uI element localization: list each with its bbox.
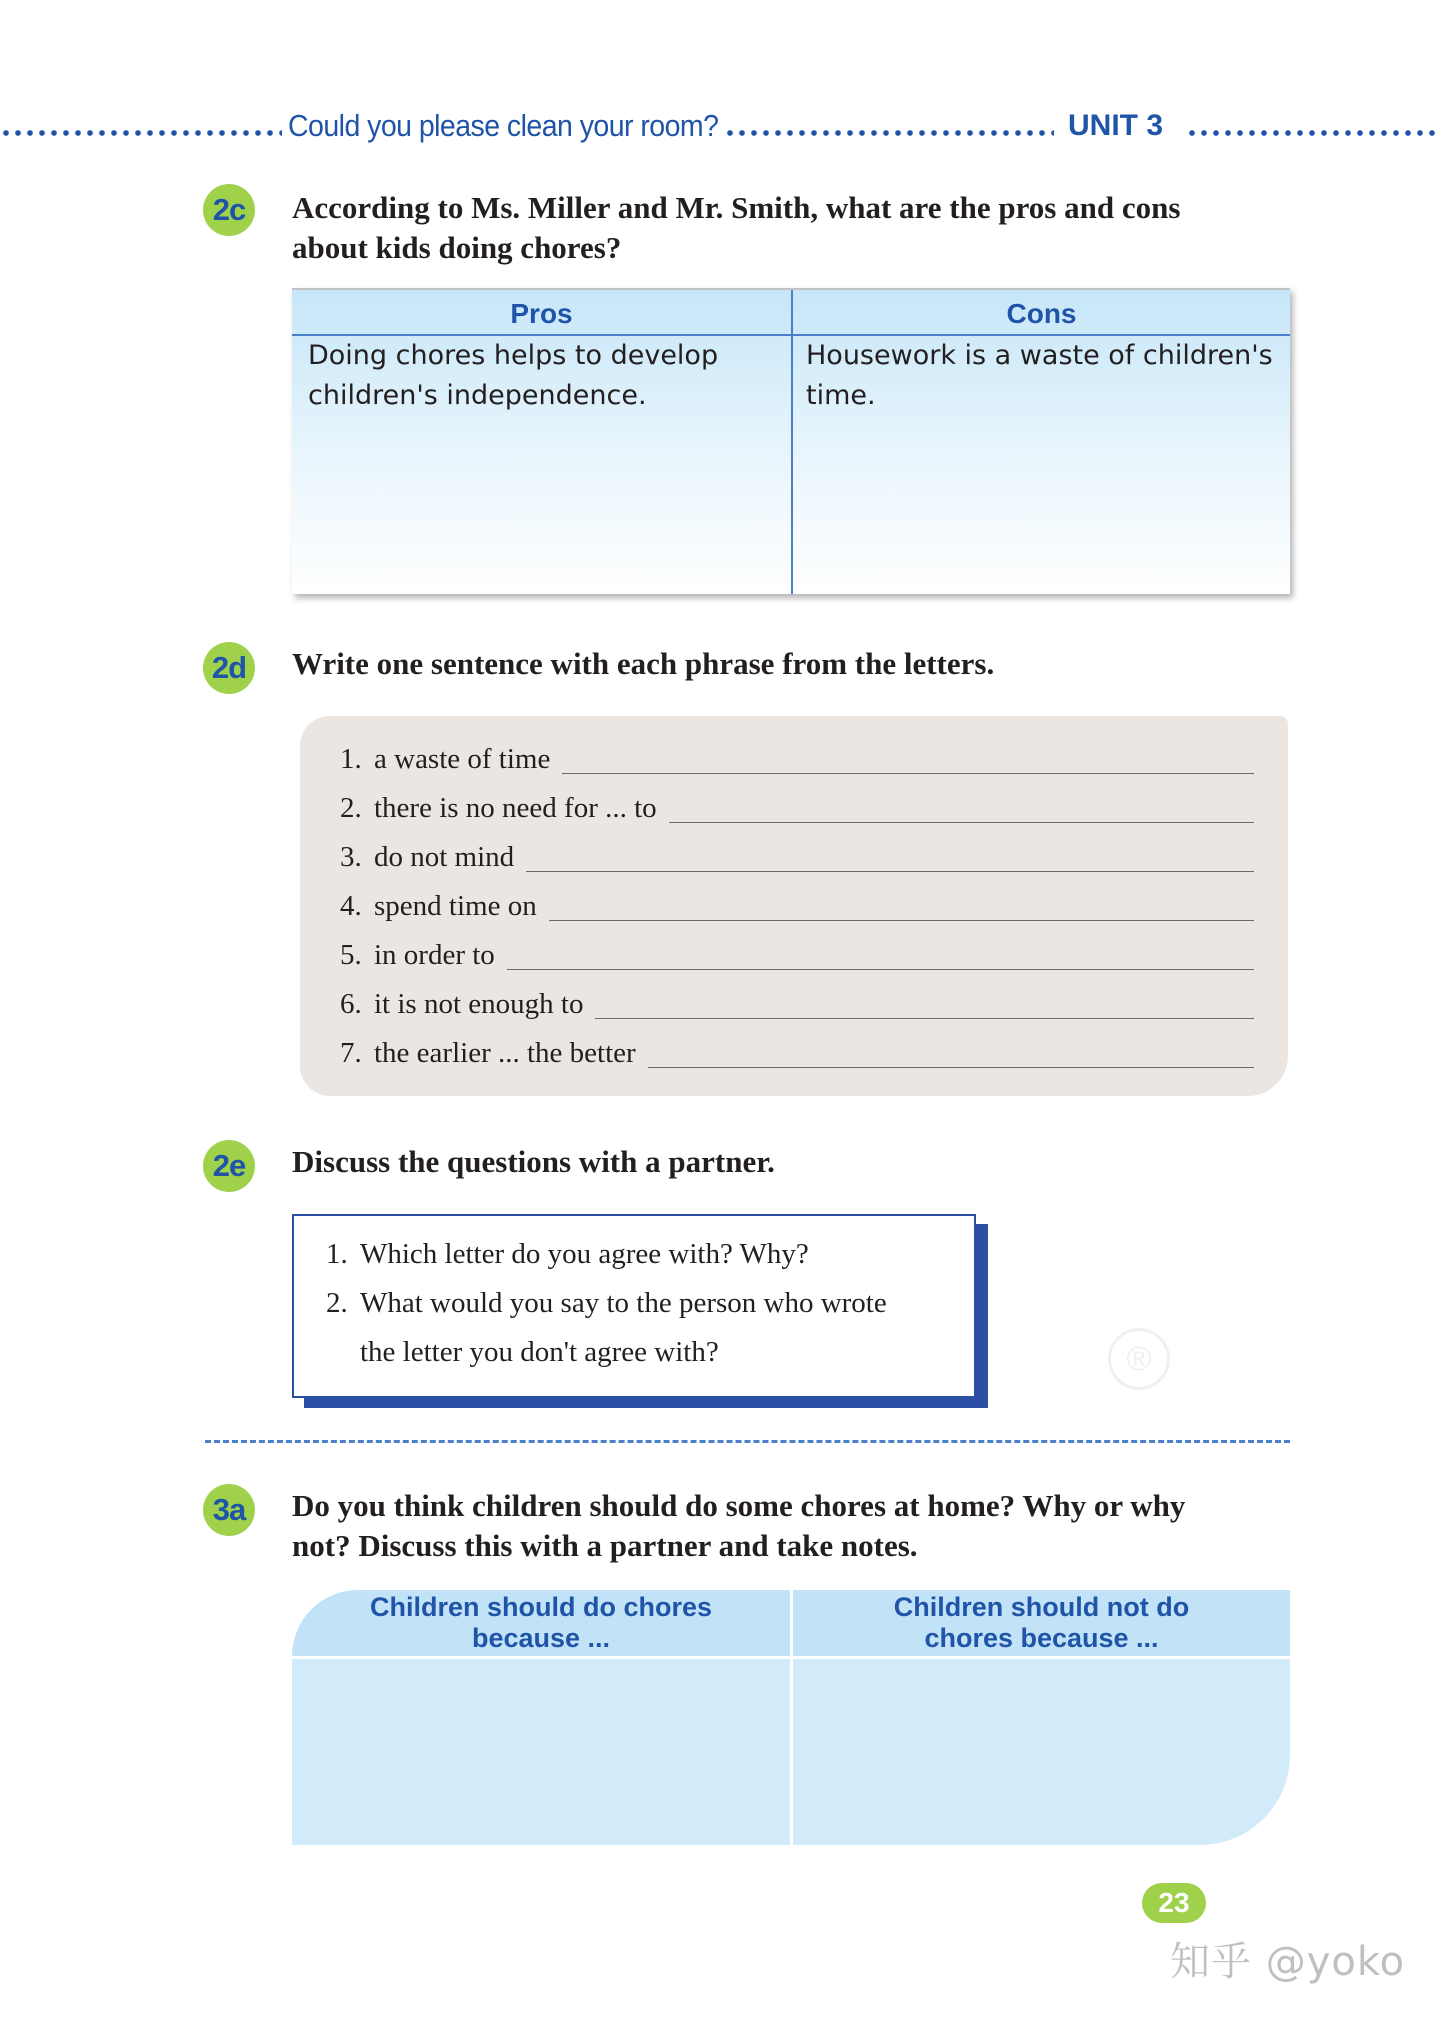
phrase-row xyxy=(340,932,1254,972)
phrase-row xyxy=(340,1030,1254,1070)
phrase-text: in order to xyxy=(374,939,495,971)
answer-line[interactable] xyxy=(526,871,1254,872)
column-header-should-not-line1: Children should not do xyxy=(893,1592,1190,1622)
phrase-row xyxy=(340,785,1254,825)
pros-cons-table xyxy=(292,288,1290,594)
phrase-number: 6. xyxy=(340,988,362,1020)
question-number: 2. xyxy=(326,1287,348,1319)
page-header xyxy=(0,108,1446,164)
section-badge-3a: 3a xyxy=(203,1484,255,1536)
table-column-divider xyxy=(791,290,793,594)
instruction-2d: Write one sentence with each phrase from the letters. xyxy=(292,646,995,681)
cons-answer[interactable] xyxy=(806,336,1273,416)
instruction-2e: Discuss the questions with a partner. xyxy=(292,1144,775,1179)
notes-table xyxy=(292,1590,1290,1845)
phrase-text: the earlier ... the better xyxy=(374,1037,636,1069)
phrase-text: spend time on xyxy=(374,890,537,922)
question-2-line2: the letter you don't agree with? xyxy=(360,1336,719,1368)
phrase-row xyxy=(340,736,1254,776)
phrase-number: 2. xyxy=(340,792,362,824)
phrase-row xyxy=(340,834,1254,874)
answer-line[interactable] xyxy=(595,1018,1254,1019)
instruction-2c xyxy=(292,188,1180,268)
answer-line[interactable] xyxy=(562,773,1254,774)
notes-cell-should-not[interactable] xyxy=(793,1659,1290,1845)
header-dots-right xyxy=(1186,128,1436,138)
section-badge-2d: 2d xyxy=(203,642,255,694)
cons-answer-line2: time. xyxy=(806,380,876,411)
phrase-text: a waste of time xyxy=(374,743,551,775)
section-badge-2c: 2c xyxy=(203,184,255,236)
page-number: 23 xyxy=(1142,1883,1206,1923)
instruction-3a-line2: not? Discuss this with a partner and take notes. xyxy=(292,1528,918,1563)
question-2-line1: What would you say to the person who wrote xyxy=(360,1287,887,1319)
column-header-should-not xyxy=(793,1592,1290,1654)
discussion-questions-box xyxy=(292,1214,976,1398)
pros-answer[interactable] xyxy=(308,336,718,416)
answer-line[interactable] xyxy=(507,969,1254,970)
phrase-text: it is not enough to xyxy=(374,988,584,1020)
phrase-number: 5. xyxy=(340,939,362,971)
phrase-row xyxy=(340,981,1254,1021)
answer-line[interactable] xyxy=(549,920,1254,921)
column-header-should-not-line2: chores because ... xyxy=(924,1623,1159,1653)
pros-answer-line1: Doing chores helps to develop xyxy=(308,340,719,371)
question-number: 1. xyxy=(326,1238,348,1270)
unit-label: UNIT 3 xyxy=(1068,109,1164,142)
pros-answer-line2: children's independence. xyxy=(308,380,647,411)
column-header-should-line2: because ... xyxy=(471,1623,611,1653)
phrase-number: 4. xyxy=(340,890,362,922)
registered-mark: ® xyxy=(1108,1328,1170,1390)
column-header-should xyxy=(292,1592,790,1654)
phrase-text: do not mind xyxy=(374,841,515,873)
cons-header: Cons xyxy=(1006,298,1077,329)
header-dots-middle xyxy=(724,128,1054,138)
pros-header: Pros xyxy=(510,298,573,329)
notes-cell-should[interactable] xyxy=(292,1659,790,1845)
instruction-2c-line1: According to Ms. Miller and Mr. Smith, what are the pros and cons xyxy=(292,190,1181,225)
watermark: 知乎 @yoko xyxy=(1170,1939,1406,1985)
phrase-text: there is no need for ... to xyxy=(374,792,657,824)
instruction-3a-line1: Do you think children should do some chores at home? Why or why xyxy=(292,1488,1186,1523)
section-badge-2e: 2e xyxy=(203,1140,255,1192)
instruction-2c-line2: about kids doing chores? xyxy=(292,230,622,265)
cons-answer-line1: Housework is a waste of children's xyxy=(806,340,1273,371)
header-title: Could you please clean your room? xyxy=(288,108,719,143)
header-dots-left xyxy=(0,128,282,138)
answer-line[interactable] xyxy=(669,822,1254,823)
answer-line[interactable] xyxy=(648,1067,1254,1068)
dashed-separator xyxy=(205,1440,1290,1443)
phrases-box xyxy=(300,716,1288,1096)
phrase-number: 7. xyxy=(340,1037,362,1069)
phrase-number: 1. xyxy=(340,743,362,775)
question-1: Which letter do you agree with? Why? xyxy=(360,1238,809,1270)
instruction-3a xyxy=(292,1486,1185,1566)
phrase-row xyxy=(340,883,1254,923)
phrase-number: 3. xyxy=(340,841,362,873)
column-header-should-line1: Children should do chores xyxy=(369,1592,713,1622)
